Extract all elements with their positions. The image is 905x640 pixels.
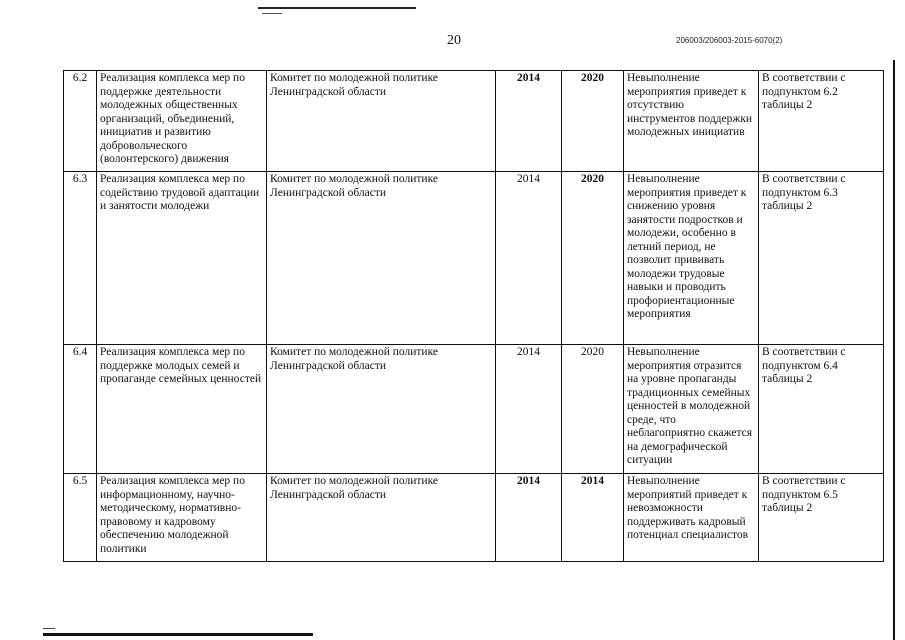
measures-table: [63, 70, 884, 562]
table-row: [64, 71, 884, 172]
relation-cell: В соответствии с подпунктом 6.3 таблицы 2: [759, 172, 884, 345]
measure-cell: Реализация комплекса мер по информационному, научно-методическому, нормативно-правовому и кадровому обеспечению молодежной политики: [97, 474, 267, 562]
consequence-cell: Невыполнение мероприятия приведет к снижению уровня занятости подростков и молодежи, особенно в летний период, не позволит прививать молодежи трудовые навыки и проводить профориентационные мероприятия: [624, 172, 759, 345]
start-year-cell: 2014: [496, 474, 562, 562]
executor-cell: Комитет по молодежной политике Ленинградской области: [267, 172, 496, 345]
table-row: [64, 345, 884, 474]
end-year-cell: 2014: [562, 474, 624, 562]
consequence-cell: Невыполнение мероприятия приведет к отсутствию инструментов поддержки молодежных инициатив: [624, 71, 759, 172]
measure-cell: Реализация комплекса мер по поддержке деятельности молодежных общественных организаций, объединений, инициатив и развитию добровольческого (волонтерского) движения: [97, 71, 267, 172]
end-year-cell: 2020: [562, 71, 624, 172]
measure-cell: Реализация комплекса мер по поддержке молодых семей и пропаганде семейных ценностей: [97, 345, 267, 474]
table-row: [64, 172, 884, 345]
executor-cell: Комитет по молодежной политике Ленинградской области: [267, 71, 496, 172]
scan-bottom-mark: [43, 628, 55, 629]
scan-right-edge: [893, 60, 895, 640]
start-year-cell: 2014: [496, 71, 562, 172]
executor-cell: Комитет по молодежной политике Ленинградской области: [267, 474, 496, 562]
end-year-cell: 2020: [562, 172, 624, 345]
table-row: [64, 474, 884, 562]
scan-bottom-rule: [43, 633, 313, 636]
page-number: 20: [447, 33, 461, 48]
scan-top-mark: [262, 13, 282, 14]
row-number: 6.2: [64, 71, 97, 172]
start-year-cell: 2014: [496, 345, 562, 474]
consequence-cell: Невыполнение мероприятий приведет к невозможности поддерживать кадровый потенциал специалистов: [624, 474, 759, 562]
scan-top-rule: [258, 7, 416, 9]
document-code: 206003/206003-2015-6070(2): [676, 36, 783, 45]
relation-cell: В соответствии с подпунктом 6.4 таблицы 2: [759, 345, 884, 474]
consequence-cell: Невыполнение мероприятия отразится на уровне пропаганды традиционных семейных ценностей в молодежной среде, что неблагоприятно скажется на демографической ситуации: [624, 345, 759, 474]
row-number: 6.3: [64, 172, 97, 345]
start-year-cell: 2014: [496, 172, 562, 345]
measure-cell: Реализация комплекса мер по содействию трудовой адаптации и занятости молодежи: [97, 172, 267, 345]
row-number: 6.4: [64, 345, 97, 474]
end-year-cell: 2020: [562, 345, 624, 474]
executor-cell: Комитет по молодежной политике Ленинградской области: [267, 345, 496, 474]
row-number: 6.5: [64, 474, 97, 562]
relation-cell: В соответствии с подпунктом 6.5 таблицы 2: [759, 474, 884, 562]
relation-cell: В соответствии с подпунктом 6.2 таблицы 2: [759, 71, 884, 172]
